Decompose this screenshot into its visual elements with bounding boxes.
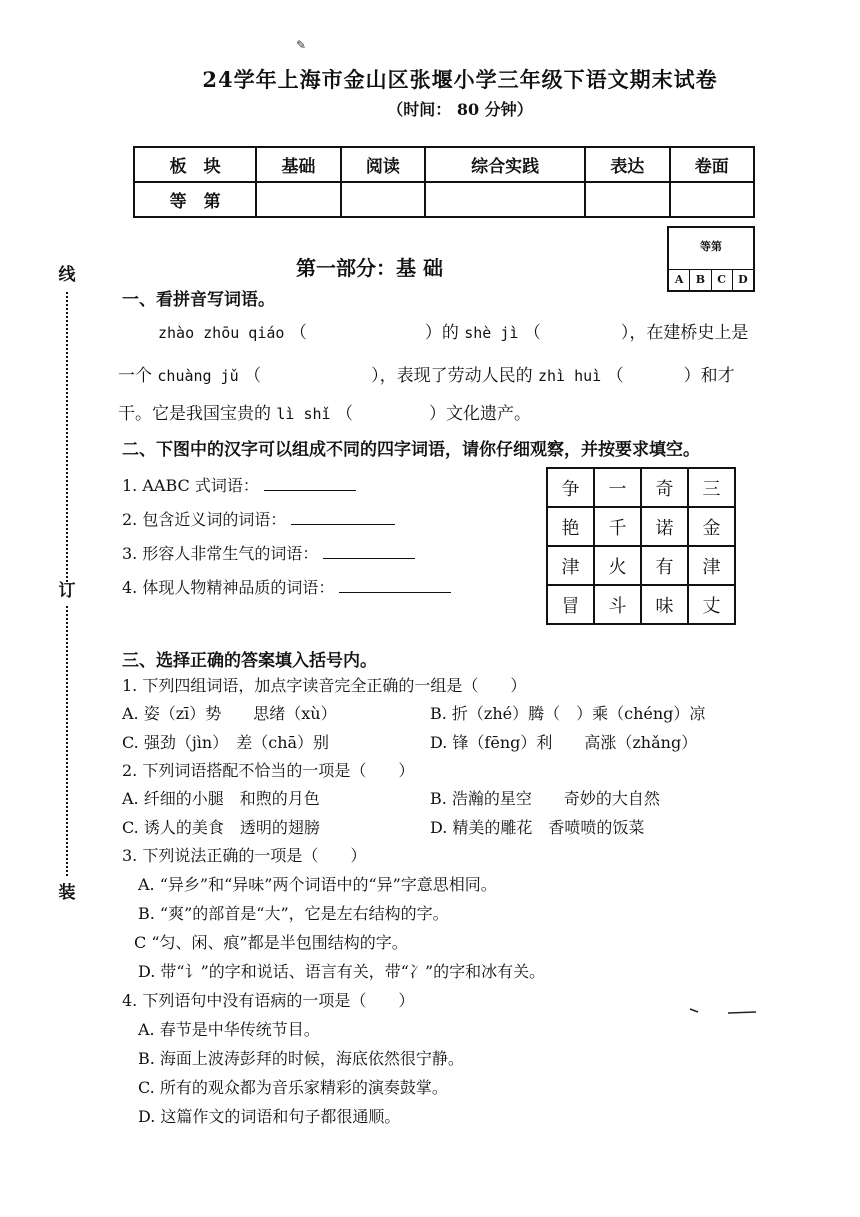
score-cell: 卷面 — [670, 147, 754, 182]
score-cell[interactable] — [670, 182, 754, 217]
score-cell: 阅读 — [341, 147, 425, 182]
grid-char: 金 — [688, 507, 735, 546]
fill-item — [122, 473, 356, 496]
fill-item-label: 4. 体现人物精神品质的词语： — [122, 578, 335, 597]
exam-title: 24学年上海市金山区张堰小学三年级下语文期末试卷 — [202, 67, 718, 92]
pen-stroke-mark — [688, 1003, 758, 1017]
score-table-grade-row — [134, 182, 754, 217]
score-cell: 板 块 — [134, 147, 256, 182]
score-cell[interactable] — [256, 182, 340, 217]
section-heading: 二、下图中的汉字可以组成不同的四字词语，请你仔细观察，并按要求填空。 — [122, 440, 700, 460]
score-cell[interactable] — [585, 182, 669, 217]
grid-char: 千 — [594, 507, 641, 546]
score-cell: 基础 — [256, 147, 340, 182]
score-cell[interactable] — [425, 182, 585, 217]
grid-char: 丈 — [688, 585, 735, 624]
grade-box — [667, 226, 755, 292]
exam-duration: （时间： 80 分钟） — [387, 100, 533, 119]
grade-option[interactable]: B — [690, 270, 711, 290]
fill-item — [122, 507, 395, 530]
answer-blank[interactable]: （ ） — [244, 366, 380, 386]
grid-char: 奇 — [641, 468, 688, 507]
text: 干。它是我国宝贵的 — [118, 404, 271, 424]
answer-blank[interactable] — [264, 489, 356, 491]
pinyin-line — [118, 399, 531, 424]
binding-char: 线 — [58, 265, 76, 285]
answer-blank[interactable]: （ ） — [289, 323, 442, 343]
score-table — [133, 146, 755, 218]
grid-char: 一 — [594, 468, 641, 507]
text: ，在建桥史上是 — [629, 323, 749, 343]
grid-char: 津 — [547, 546, 594, 585]
option-c[interactable]: C. 所有的观众都为音乐家精彩的演奏鼓掌。 — [138, 1078, 448, 1097]
pinyin-line — [158, 318, 748, 343]
answer-blank[interactable] — [323, 557, 415, 559]
grid-char: 斗 — [594, 585, 641, 624]
question-stem: 4. 下列语句中没有语病的一项是（ ） — [122, 991, 415, 1010]
fill-item — [122, 575, 451, 598]
fill-item-label: 2. 包含近义词的词语： — [122, 510, 287, 529]
question-stem: 3. 下列说法正确的一项是（ ） — [122, 846, 367, 865]
grid-char: 诺 — [641, 507, 688, 546]
score-table-header-row — [134, 147, 754, 182]
fill-item-label: 3. 形容人非常生气的词语： — [122, 544, 319, 563]
binding-char: 装 — [58, 883, 76, 903]
grid-char: 艳 — [547, 507, 594, 546]
option-a[interactable]: A. “异乡”和“异味”两个词语中的“异”字意思相同。 — [138, 875, 497, 894]
section-heading: 三、选择正确的答案填入括号内。 — [122, 651, 377, 671]
option-d[interactable]: D. 锋（fēng）利 高涨（zhǎng） — [430, 733, 698, 752]
text: 的 — [441, 323, 459, 343]
fill-item — [122, 541, 415, 564]
answer-blank[interactable]: （ ） — [336, 404, 446, 424]
grade-option[interactable]: D — [738, 273, 748, 286]
pinyin-line — [118, 361, 735, 386]
fill-item-label: 1. AABC 式词语： — [122, 476, 259, 495]
option-d[interactable]: D. 这篇作文的词语和句子都很通顺。 — [138, 1107, 401, 1126]
score-cell: 等 第 — [134, 182, 256, 217]
option-d[interactable]: D. 带“讠”的字和说话、语言有关，带“冫”的字和冰有关。 — [138, 962, 546, 981]
score-cell: 表达 — [585, 147, 669, 182]
grid-char: 火 — [594, 546, 641, 585]
grid-char: 津 — [688, 546, 735, 585]
option-d[interactable]: D. 精美的雕花 香喷喷的饭菜 — [430, 818, 645, 837]
option-b[interactable]: B. 浩瀚的星空 奇妙的大自然 — [430, 789, 660, 808]
binding-line — [58, 266, 76, 906]
score-cell[interactable] — [341, 182, 425, 217]
option-b[interactable]: B. 折（zhé）腾（ ）乘（chéng）凉 — [430, 704, 706, 723]
answer-blank[interactable]: （ ） — [523, 323, 630, 343]
question-stem: 2. 下列词语搭配不恰当的一项是（ ） — [122, 761, 415, 780]
grade-option[interactable]: A — [669, 270, 690, 290]
grid-char: 有 — [641, 546, 688, 585]
grid-char: 三 — [688, 468, 735, 507]
pinyin-text: lì shǐ — [276, 405, 331, 423]
option-b[interactable]: B. “爽”的部首是“大”，它是左右结构的字。 — [138, 904, 449, 923]
grade-box-title: 等第 — [700, 240, 722, 253]
option-a[interactable]: A. 姿（zī）势 思绪（xù） — [122, 704, 337, 723]
answer-blank[interactable] — [339, 591, 451, 593]
section-heading: 一、看拼音写词语。 — [122, 290, 275, 310]
grid-char: 争 — [547, 468, 594, 507]
grade-option[interactable]: C — [712, 270, 733, 290]
option-a[interactable]: A. 纤细的小腿 和煦的月色 — [122, 789, 320, 808]
grid-char: 冒 — [547, 585, 594, 624]
text: ，表现了劳动人民的 — [379, 366, 533, 386]
binding-char: 订 — [58, 581, 76, 601]
answer-blank[interactable] — [291, 523, 395, 525]
option-c[interactable]: C. 强劲（jìn） 差（chā）别 — [122, 733, 330, 752]
pinyin-text: zhì huì — [538, 367, 602, 385]
score-cell: 综合实践 — [425, 147, 585, 182]
text: 文化遗产。 — [446, 404, 531, 424]
grid-char: 味 — [641, 585, 688, 624]
text: 一个 — [118, 366, 152, 386]
option-c[interactable]: C “匀、闲、痕”都是半包围结构的字。 — [134, 933, 408, 952]
option-c[interactable]: C. 诱人的美食 透明的翅膀 — [122, 818, 320, 837]
option-a[interactable]: A. 春节是中华传统节目。 — [138, 1020, 320, 1039]
pinyin-text: chuàng jǔ — [157, 367, 239, 385]
pinyin-text: shè jì — [464, 324, 519, 342]
option-b[interactable]: B. 海面上波涛彭拜的时候，海底依然很宁静。 — [138, 1049, 464, 1068]
answer-blank[interactable]: （ ） — [606, 366, 701, 386]
character-grid — [546, 467, 736, 625]
part-heading: 第一部分：基 础 — [296, 256, 443, 280]
pinyin-text: zhào zhōu qiáo — [158, 324, 285, 342]
scribble-mark: ✎ — [296, 38, 307, 52]
question-stem: 1. 下列四组词语，加点字读音完全正确的一组是（ ） — [122, 676, 527, 695]
text: 和才 — [700, 366, 735, 386]
